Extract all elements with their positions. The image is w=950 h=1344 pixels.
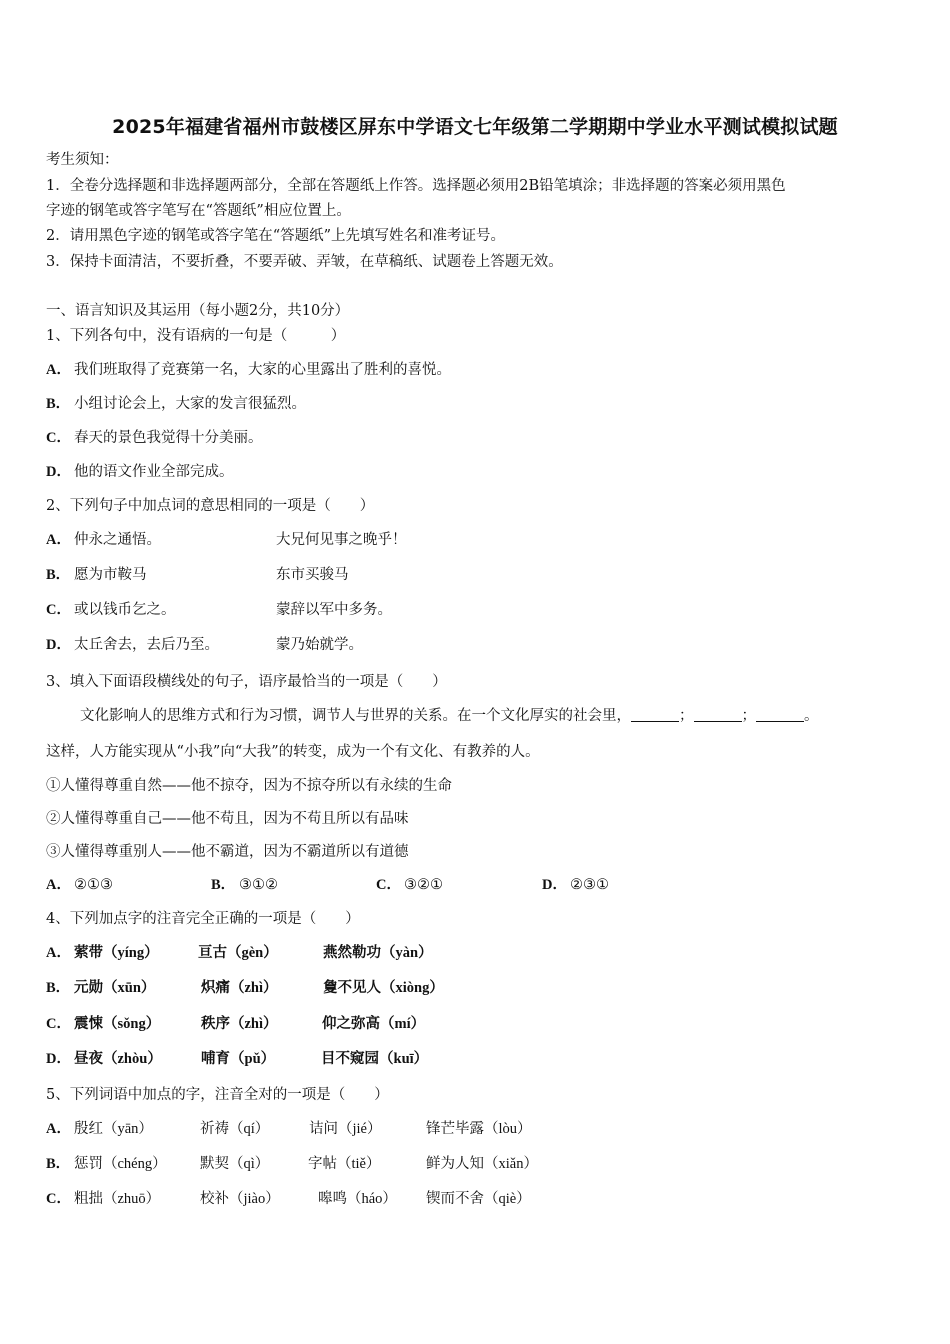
option-label: B． [46, 567, 71, 583]
q4-option-c [46, 1014, 646, 1034]
option-label: D． [542, 877, 567, 893]
option-text: 我们班取得了竞赛第一名，大家的心里露出了胜利的喜悦。 [74, 362, 451, 378]
option-word: 诘问（jié） [309, 1121, 382, 1137]
option-word: 祈祷（qí） [200, 1121, 270, 1137]
answer-blank [756, 707, 804, 722]
option-word: 亘古（gèn） [198, 945, 278, 961]
option-text: ②③① [570, 877, 609, 893]
option-label: B． [46, 1156, 71, 1172]
option-word: 目不窥园（kuī） [321, 1051, 429, 1067]
option-right: 大兄何见事之晚乎！ [276, 532, 407, 548]
option-word: 殷红（yān） [74, 1121, 153, 1137]
option-right: 东市买骏马 [276, 567, 349, 583]
option-text: 他的语文作业全部完成。 [74, 464, 234, 480]
q3-option-d [542, 875, 609, 895]
option-label: A． [46, 532, 71, 548]
option-left: 太丘舍去，去后乃至。 [74, 637, 219, 653]
q3-option-b [211, 875, 278, 895]
q2-option-b [46, 565, 746, 585]
option-label: C． [46, 1191, 71, 1207]
punctuation: ； [679, 708, 694, 724]
q5-option-c [46, 1189, 646, 1209]
q5-stem: 5、下列词语中加点的字，注音全对的一项是（ ） [46, 1087, 389, 1103]
option-word: 惩罚（chéng） [74, 1156, 167, 1172]
option-label: C． [46, 430, 71, 446]
option-word: 仰之弥高（mí） [322, 1016, 426, 1032]
option-word: 敻不见人（xiòng） [323, 980, 444, 996]
punctuation: 。 [804, 708, 819, 724]
option-word: 萦带（yíng） [74, 945, 159, 961]
q3-sentence-2: ②人懂得尊重自己——他不苟且，因为不苟且所以有品味 [46, 811, 409, 827]
punctuation: ； [741, 708, 756, 724]
option-word: 粗拙（zhuō） [74, 1191, 161, 1207]
q3-stem: 3、填入下面语段横线处的句子，语序最恰当的一项是（ ） [46, 674, 447, 690]
notice-item-2: 2．请用黑色字迹的钢笔或答字笔在“答题纸”上先填写姓名和准考证号。 [46, 228, 506, 244]
answer-blank [694, 707, 742, 722]
option-text: ③②① [404, 877, 443, 893]
option-label: D． [46, 637, 71, 653]
option-text: 春天的景色我觉得十分美丽。 [74, 430, 263, 446]
option-word: 锲而不舍（qiè） [426, 1191, 531, 1207]
q4-option-b [46, 978, 646, 998]
q3-passage-line-1 [80, 706, 819, 726]
option-word: 燕然勒功（yàn） [323, 945, 433, 961]
q2-stem: 2、下列句子中加点词的意思相同的一项是（ ） [46, 498, 375, 514]
option-word: 秩序（zhì） [201, 1016, 278, 1032]
q2-option-d [46, 635, 746, 655]
option-word: 锋芒毕露（lòu） [426, 1121, 532, 1137]
option-label: C． [46, 602, 71, 618]
answer-blank [631, 707, 679, 722]
option-label: A． [46, 877, 71, 893]
q3-sentence-1: ①人懂得尊重自然——他不掠夺，因为不掠夺所以有永续的生命 [46, 778, 452, 794]
q2-option-c [46, 600, 746, 620]
option-label: C． [376, 877, 401, 893]
q1-option-c [46, 428, 263, 448]
option-word: 鲜为人知（xiǎn） [426, 1156, 538, 1172]
q4-stem: 4、下列加点字的注音完全正确的一项是（ ） [46, 911, 360, 927]
q5-option-b [46, 1154, 646, 1174]
q3-option-a [46, 875, 113, 895]
option-word: 哺育（pǔ） [201, 1051, 276, 1067]
q3-options-row [46, 875, 646, 895]
notice-item-1b: 字迹的钢笔或答字笔写在“答题纸”相应位置上。 [46, 203, 351, 219]
q3-option-c [376, 875, 443, 895]
option-word: 元勋（xūn） [74, 980, 156, 996]
q1-option-b [46, 394, 306, 414]
option-text: ②①③ [74, 877, 113, 893]
option-label: B． [46, 396, 71, 412]
q3-sentence-3: ③人懂得尊重别人——他不霸道，因为不霸道所以有道德 [46, 844, 409, 860]
option-word: 炽痛（zhì） [201, 980, 278, 996]
option-label: D． [46, 1051, 71, 1067]
section-heading: 一、语言知识及其运用（每小题2分，共10分） [46, 303, 350, 319]
q1-option-d [46, 462, 234, 482]
q3-passage-line-2: 这样，人方能实现从“小我”向“大我”的转变，成为一个有文化、有教养的人。 [46, 744, 540, 760]
option-right: 蒙辞以军中多务。 [276, 602, 392, 618]
q2-option-a [46, 530, 746, 550]
option-word: 震悚（sǒng） [74, 1016, 161, 1032]
option-word: 昼夜（zhòu） [74, 1051, 162, 1067]
option-word: 嗥鸣（háo） [318, 1191, 397, 1207]
option-label: C． [46, 1016, 71, 1032]
option-label: B． [46, 980, 71, 996]
q1-option-a [46, 360, 451, 380]
option-label: A． [46, 362, 71, 378]
q5-option-a [46, 1119, 646, 1139]
notice-item-1a: 1．全卷分选择题和非选择题两部分，全部在答题纸上作答。选择题必须用2B铅笔填涂；非选择题的答案必须用黑色 [46, 178, 786, 194]
option-label: A． [46, 1121, 71, 1137]
option-left: 或以钱币乞之。 [74, 602, 176, 618]
option-left: 愿为市鞍马 [74, 567, 147, 583]
option-text: 小组讨论会上，大家的发言很猛烈。 [74, 396, 306, 412]
q1-stem: 1、下列各句中，没有语病的一句是（ ） [46, 328, 346, 344]
notice-heading: 考生须知： [46, 152, 119, 168]
passage-text: 文化影响人的思维方式和行为习惯，调节人与世界的关系。在一个文化厚实的社会里， [80, 708, 631, 724]
notice-item-3: 3．保持卡面清洁，不要折叠，不要弄破、弄皱，在草稿纸、试题卷上答题无效。 [46, 254, 563, 270]
page-title: 2025年福建省福州市鼓楼区屏东中学语文七年级第二学期期中学业水平测试模拟试题 [112, 116, 838, 138]
option-label: A． [46, 945, 71, 961]
q4-option-a [46, 943, 646, 963]
option-right: 蒙乃始就学。 [276, 637, 363, 653]
option-text: ③①② [239, 877, 278, 893]
option-label: D． [46, 464, 71, 480]
option-label: B． [211, 877, 236, 893]
option-word: 字帖（tiě） [308, 1156, 381, 1172]
option-word: 校补（jiào） [200, 1191, 280, 1207]
q4-option-d [46, 1049, 646, 1069]
option-left: 仲永之通悟。 [74, 532, 161, 548]
option-word: 默契（qì） [200, 1156, 270, 1172]
